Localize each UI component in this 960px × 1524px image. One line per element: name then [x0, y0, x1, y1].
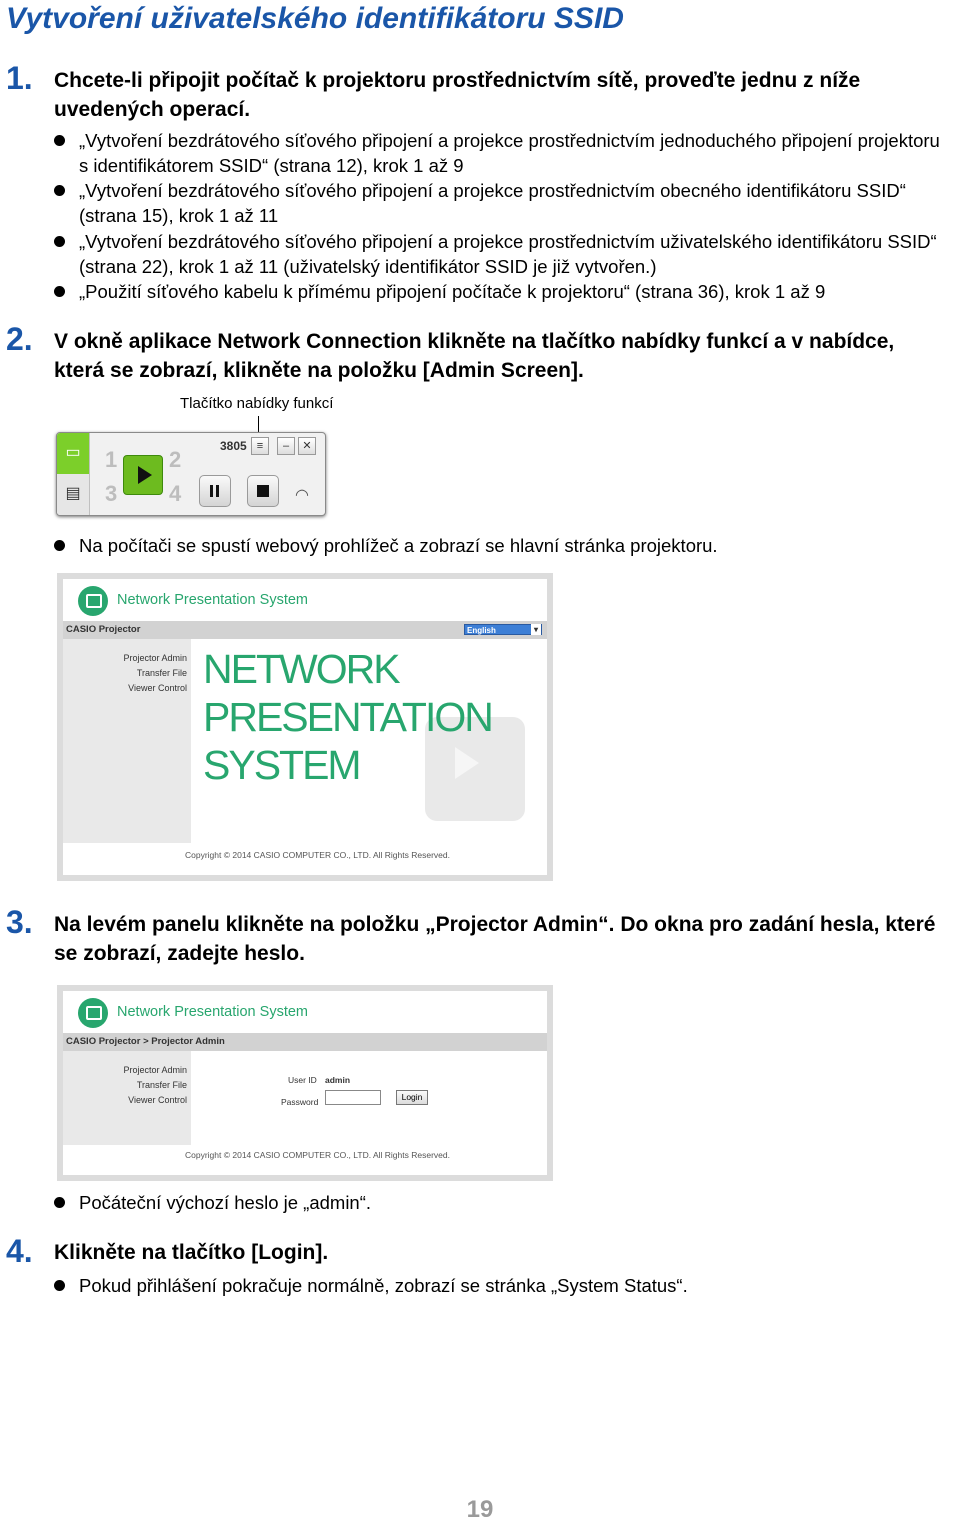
list-item: [54, 1190, 954, 1215]
list-item: [54, 229, 954, 279]
hero-title-line: SYSTEM: [203, 742, 360, 788]
app-name: Network Presentation System: [117, 1004, 308, 1020]
nav-item-projector-admin[interactable]: Projector Admin: [123, 1065, 187, 1075]
list-item: [54, 1273, 954, 1298]
stop-button[interactable]: [247, 475, 279, 507]
bullet-icon: [54, 236, 65, 247]
screen-2-number[interactable]: 2: [169, 447, 182, 472]
site-header: [63, 579, 547, 621]
language-select[interactable]: [464, 624, 542, 635]
breadcrumb-text: CASIO Projector > Projector Admin: [66, 1036, 225, 1047]
nav-item-transfer-file[interactable]: Transfer File: [136, 1080, 187, 1090]
bullet-icon: [54, 540, 65, 551]
bullet-text: „Vytvoření bezdrátového síťového připojení a projekce prostřednictvím obecného identifikátoru SSID“ (strana 15), krok 1 až 11: [79, 180, 906, 226]
list-item: [54, 533, 954, 558]
callout-label: Tlačítko nabídky funkcí: [180, 395, 334, 412]
page-number: 19: [466, 1496, 494, 1523]
toolbar-side-panel: [57, 433, 90, 515]
function-menu-button[interactable]: ≡: [251, 437, 269, 455]
bullet-icon: [54, 1197, 65, 1208]
breadcrumb: [63, 1033, 547, 1051]
projector-id: 3805: [220, 439, 247, 453]
nav-item-projector-admin[interactable]: Projector Admin: [123, 653, 187, 663]
left-nav: [63, 1051, 191, 1145]
step-3-text: Na levém panelu klikněte na položku „Projector Admin“. Do okna pro zadání hesla, které se zobrazí, zadejte heslo.: [54, 913, 936, 965]
pause-button[interactable]: [199, 475, 231, 507]
home-page-screenshot: [57, 573, 553, 881]
play-button[interactable]: [123, 455, 163, 495]
step-1-text: Chcete-li připojit počítač k projektoru prostřednictvím sítě, proveďte jednu z níže uvedených operací.: [54, 69, 861, 121]
film-icon[interactable]: ▤: [65, 485, 81, 502]
breadcrumb: [63, 621, 547, 639]
bullet-text: Na počítači se spustí webový prohlížeč a zobrazí se hlavní stránka projektoru.: [79, 535, 718, 556]
minimize-button[interactable]: –: [277, 437, 295, 455]
site-header: [63, 991, 547, 1033]
list-item: [54, 128, 954, 178]
list-item: [54, 279, 954, 304]
bullet-text: „Použití síťového kabelu k přímému připojení počítače k projektoru“ (strana 36), krok 1 až 9: [79, 281, 826, 302]
left-nav: [63, 639, 191, 843]
password-field[interactable]: [325, 1090, 381, 1105]
bullet-icon: [54, 1280, 65, 1291]
logo-icon: [78, 998, 108, 1028]
step-3-number: 3.: [6, 904, 33, 940]
step-4-number: 4.: [6, 1233, 33, 1269]
password-label: Password: [281, 1097, 319, 1107]
screen-1-number[interactable]: 1: [105, 447, 118, 472]
close-button[interactable]: ✕: [298, 437, 316, 455]
app-name: Network Presentation System: [117, 592, 308, 608]
chevron-down-icon: ▾: [531, 624, 541, 635]
bullet-icon: [54, 185, 65, 196]
breadcrumb-text: CASIO Projector: [66, 624, 141, 635]
hero-title-line: NETWORK: [203, 646, 399, 692]
page-title: Vytvoření uživatelského identifikátoru SSID: [6, 2, 624, 35]
screen-4-number[interactable]: 4: [169, 481, 182, 506]
bullet-text: „Vytvoření bezdrátového síťového připojení a projekce prostřednictvím uživatelského identifikátoru SSID“ (strana 22), krok 1 až 11 (uživatelský identifikátor SSID je již vytvořen.): [79, 231, 937, 277]
step-2-text: V okně aplikace Network Connection klikněte na tlačítko nabídky funkcí a v nabídce, která se zobrazí, klikněte na položku [Admin Screen].: [54, 330, 895, 382]
step-4-text: Klikněte na tlačítko [Login].: [54, 1241, 329, 1264]
step-2-number: 2.: [6, 321, 33, 357]
step-1-number: 1.: [6, 60, 33, 96]
bullet-text: Počáteční výchozí heslo je „admin“.: [79, 1192, 372, 1213]
screen-3-number[interactable]: 3: [105, 481, 118, 506]
bullet-text: „Vytvoření bezdrátového síťového připojení a projekce prostřednictvím jednoduchého připojení projektoru s identifikátorem SSID“ (strana 12), krok 1 až 9: [79, 130, 940, 176]
wifi-icon: ◠: [295, 487, 309, 504]
user-id-label: User ID: [288, 1075, 317, 1085]
hero-title-line: PRESENTATION: [203, 694, 492, 740]
copyright: Copyright © 2014 CASIO COMPUTER CO., LTD. All Rights Reserved.: [185, 1150, 450, 1160]
monitor-icon: ▭: [65, 444, 81, 461]
network-connection-toolbar: [56, 432, 326, 516]
login-button[interactable]: Login: [396, 1090, 428, 1105]
nav-item-viewer-control[interactable]: Viewer Control: [128, 683, 187, 693]
hero-title: [203, 645, 492, 789]
bullet-icon: [54, 135, 65, 146]
logo-icon: [78, 586, 108, 616]
user-id-value: admin: [325, 1075, 351, 1085]
language-value: English: [467, 626, 496, 635]
copyright: Copyright © 2014 CASIO COMPUTER CO., LTD. All Rights Reserved.: [185, 850, 450, 860]
bullet-text: Pokud přihlášení pokračuje normálně, zobrazí se stránka „System Status“.: [79, 1275, 688, 1296]
nav-item-viewer-control[interactable]: Viewer Control: [128, 1095, 187, 1105]
login-page-screenshot: [57, 985, 553, 1181]
nav-item-transfer-file[interactable]: Transfer File: [136, 668, 187, 678]
list-item: [54, 178, 954, 228]
bullet-icon: [54, 286, 65, 297]
